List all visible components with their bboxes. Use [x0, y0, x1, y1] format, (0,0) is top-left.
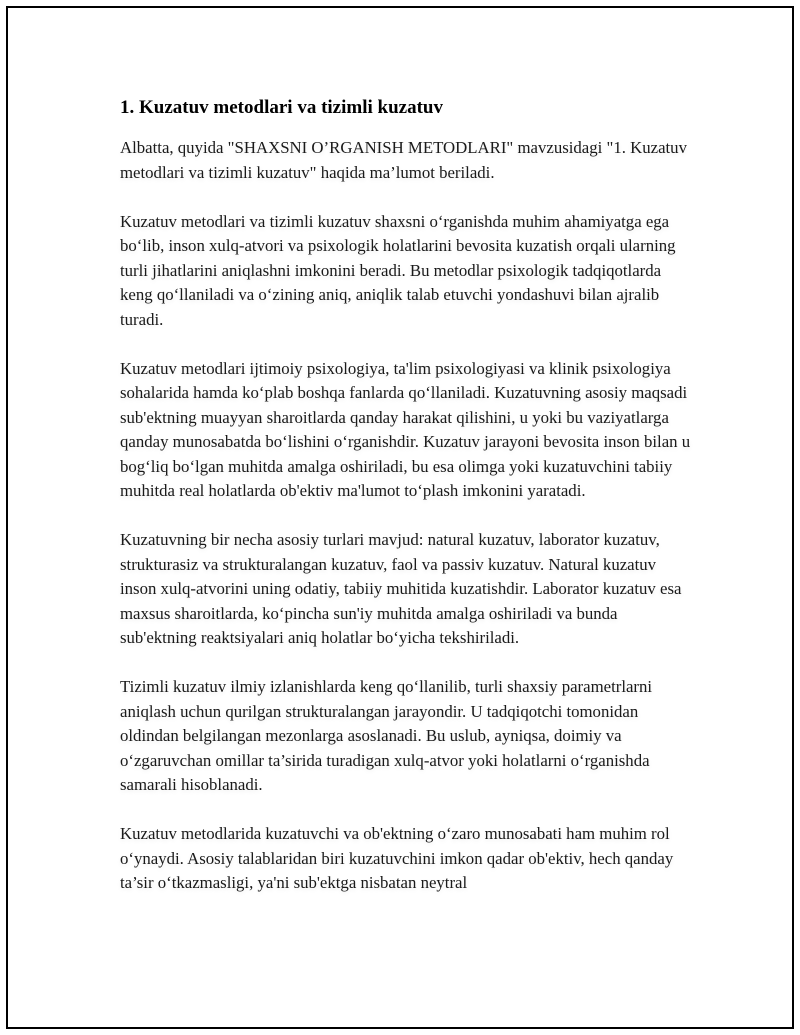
paragraph-relationship: Kuzatuv metodlarida kuzatuvchi va ob'ektning o‘zaro munosabati ham muhim rol o‘ynaydi. Asosiy talablaridan biri kuzatuvchini imkon qadar ob'ektiv, hech qanday ta’sir o‘tkazmasligi, ya'ni sub'ektga nisbatan neytral	[120, 824, 674, 892]
paragraph-application: Kuzatuv metodlari ijtimoiy psixologiya, ta'lim psixologiyasi va klinik psixologiya sohalarida hamda ko‘plab boshqa fanlarda qo‘llaniladi. Kuzatuvning asosiy maqsadi sub'ektning muayyan sharoitlarda qanday harakat qilishini, u yoki bu vaziyatlarga qanday munosabatda bo‘lishini o‘rganishdir. Kuzatuv jarayoni bevosita inson bilan u bog‘liq bo‘lgan muhitda amalga oshiriladi, bu esa olimga yoki kuzatuvchini tabiiy muhitda real holatlarda ob'ektiv ma'lumot to‘plash imkonini yaratadi.	[120, 358, 691, 500]
paragraph-intro: Albatta, quyida "SHAXSNI O’RGANISH METODLARI" mavzusidagi "1. Kuzatuv metodlari va tizimli kuzatuv" haqida ma’lumot beriladi.	[120, 138, 687, 182]
page-frame	[6, 6, 794, 1029]
paragraph-types: Kuzatuvning bir necha asosiy turlari mavjud: natural kuzatuv, laborator kuzatuv, strukturasiz va strukturalangan kuzatuv, faol va passiv kuzatuv. Natural kuzatuv inson xulq-atvorini uning odatiy, tabiiy muhitida kuzatishdir. Laborator kuzatuv esa maxsus sharoitlarda, ko‘pincha sun'iy muhitda amalga oshiriladi va bunda sub'ektning reaktsiyalari aniq holatlar bo‘yicha tekshiriladi.	[120, 530, 682, 647]
paragraph-importance: Kuzatuv metodlari va tizimli kuzatuv shaxsni o‘rganishda muhim ahamiyatga ega bo‘lib, inson xulq-atvori va psixologik holatlarini bevosita kuzatish orqali ularning turli jihatlarini aniqlashni imkonini beradi. Bu metodlar psixologik tadqiqotlarda keng qo‘llaniladi va o‘zining aniq, aniqlik talab etuvchi yondashuvi bilan ajralib turadi.	[120, 211, 676, 329]
document-body	[120, 96, 696, 896]
document-title: 1. Kuzatuv metodlari va tizimli kuzatuv	[120, 97, 443, 118]
paragraph-systematic: Tizimli kuzatuv ilmiy izlanishlarda keng qo‘llanilib, turli shaxsiy parametrlarni aniqlash uchun qurilgan strukturalangan jarayondir. U tadqiqotchi tomonidan oldindan belgilangan mezonlarga asoslanadi. Bu uslub, ayniqsa, doimiy va o‘zgaruvchan omillar ta’sirida turadigan xulq-atvor yoki holatlarni o‘rganishda samarali hisoblanadi.	[120, 677, 653, 794]
